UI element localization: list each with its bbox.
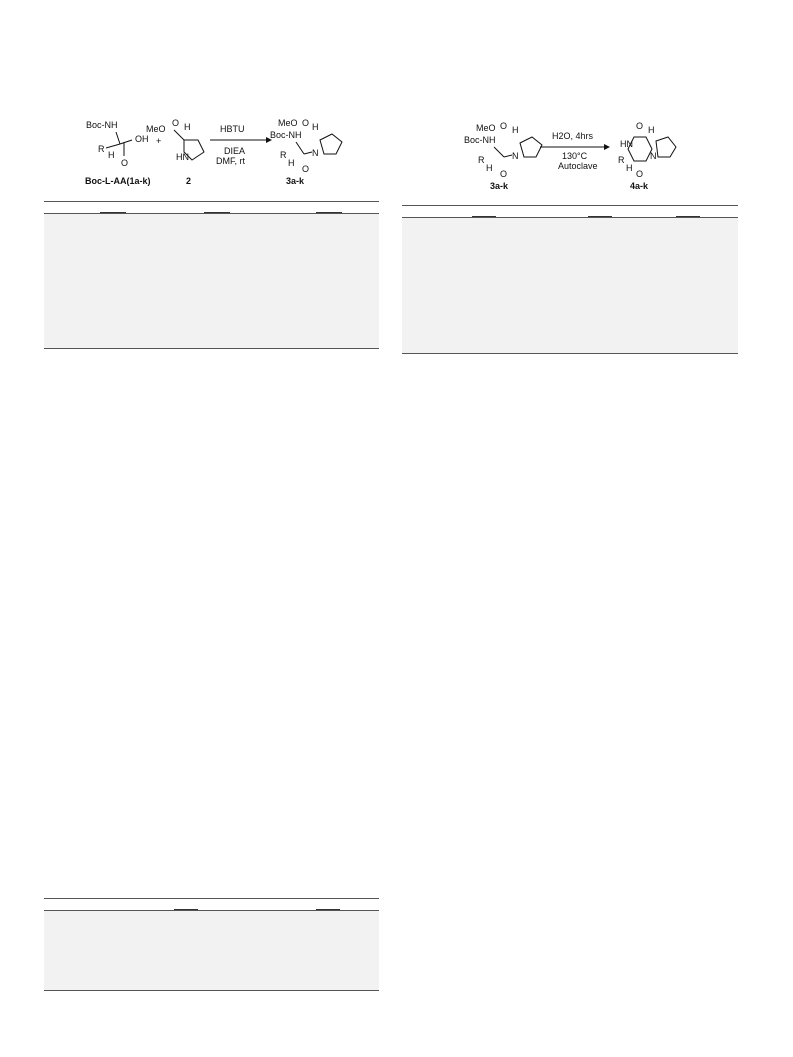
oh-label: OH <box>135 134 149 144</box>
scheme-coupling <box>80 112 380 192</box>
pyrrolidine-ring <box>520 137 542 157</box>
meo-label: MeO <box>476 123 496 133</box>
o-label: O <box>302 164 310 174</box>
h-label: H <box>626 163 633 173</box>
r-label: R <box>478 155 485 165</box>
r-label: R <box>98 144 105 154</box>
h-label: H <box>108 150 115 160</box>
plus-sign: + <box>156 136 162 146</box>
o-label: O <box>302 118 310 128</box>
meo-label: MeO <box>146 124 166 134</box>
n-label: N <box>312 148 319 158</box>
table-body <box>402 218 738 353</box>
o-label: O <box>500 121 508 131</box>
compound-2-label: 2 <box>186 176 192 186</box>
n-label: N <box>512 151 519 161</box>
r-label: R <box>280 150 287 160</box>
reaction-scheme-coupling <box>80 112 380 192</box>
table-header-row <box>44 899 379 910</box>
table-bottom-rule <box>402 353 738 354</box>
reaction-scheme-cyclization <box>460 115 710 195</box>
table-3 <box>44 898 379 991</box>
table-body <box>44 214 379 348</box>
table-bottom-rule <box>44 348 379 349</box>
table-header-row <box>402 206 738 217</box>
h-label: H <box>512 125 519 135</box>
compound-3-label: 3a-k <box>286 176 305 186</box>
o-label: O <box>636 121 644 131</box>
reagent-dmf: DMF, rt <box>216 156 245 166</box>
compound-3-label: 3a-k <box>490 181 509 191</box>
o-label: O <box>636 169 644 179</box>
reagent-autoclave: Autoclave <box>558 161 598 171</box>
n-label: N <box>650 151 657 161</box>
o-label: O <box>500 169 508 179</box>
h-label: H <box>184 122 191 132</box>
hn-label: HN <box>620 139 633 149</box>
bond <box>304 152 312 154</box>
bond <box>106 144 120 148</box>
compound-1-label: Boc-L-AA(1a-k) <box>85 176 151 186</box>
bond <box>116 132 120 144</box>
table-body <box>44 911 379 990</box>
o-label: O <box>172 118 180 128</box>
bond <box>494 147 504 157</box>
compound-4-label: 4a-k <box>630 181 649 191</box>
pyrrolidine-ring <box>656 137 676 157</box>
boc-nh-label: Boc-NH <box>86 120 118 130</box>
r-label: R <box>618 155 625 165</box>
hn-label: HN <box>176 152 189 162</box>
boc-nh-label: Boc-NH <box>270 130 302 140</box>
h-label: H <box>648 125 655 135</box>
table-header-row <box>44 202 379 213</box>
o-label: O <box>121 158 129 168</box>
table-1 <box>44 201 379 349</box>
table-bottom-rule <box>44 990 379 991</box>
bond <box>120 140 132 144</box>
h-label: H <box>486 163 493 173</box>
h-label: H <box>288 158 295 168</box>
boc-nh-label: Boc-NH <box>464 135 496 145</box>
reagent-temperature: 130°C <box>562 151 588 161</box>
h-label: H <box>312 122 319 132</box>
bond <box>174 130 184 140</box>
reagent-water: H2O, 4hrs <box>552 131 594 141</box>
meo-label: MeO <box>278 118 298 128</box>
scheme-cyclization <box>460 115 710 195</box>
table-2 <box>402 205 738 354</box>
arrow-head <box>604 144 610 150</box>
bond <box>504 155 512 157</box>
reagent-hbtu: HBTU <box>220 124 245 134</box>
reagent-diea: DIEA <box>224 146 246 156</box>
bond <box>296 142 304 154</box>
pyrrolidine-ring <box>320 134 342 154</box>
